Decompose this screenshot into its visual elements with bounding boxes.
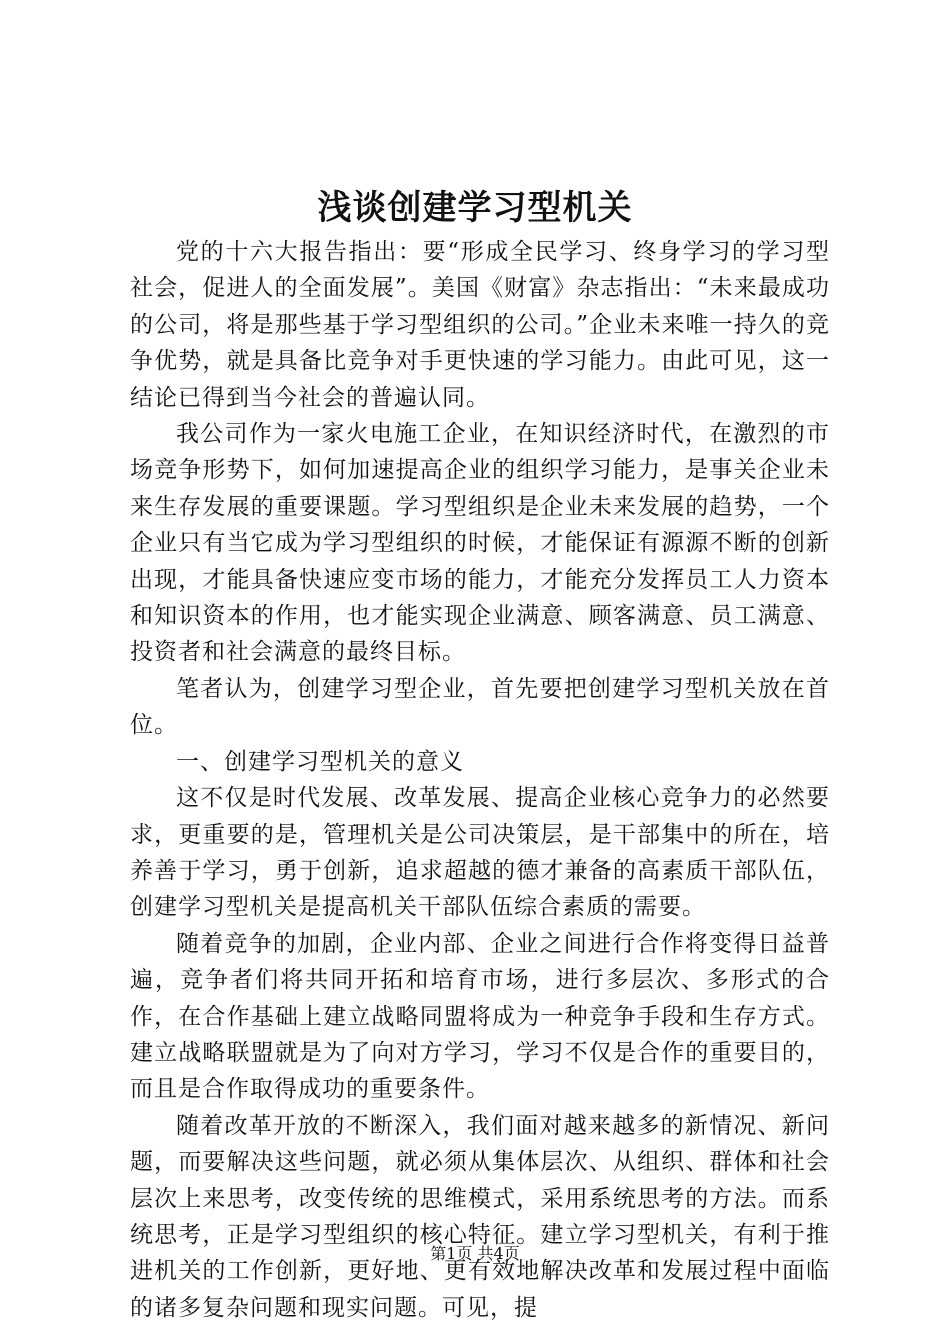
paragraph-significance: 这不仅是时代发展、改革发展、提高企业核心竞争力的必然要求，更重要的是，管理机关是公司决策层，是干部集中的所在，培养善于学习，勇于创新，追求超越的德才兼备的高素质干部队伍，创建学习型机关是提高机关干部队伍综合素质的需要。 (130, 785, 830, 921)
paragraph-company: 我公司作为一家火电施工企业，在知识经济时代，在激烈的市场竞争形势下，如何加速提高企业的组织学习能力，是事关企业未来生存发展的重要课题。学习型组织是企业未来发展的趋势，一个企业只有当它成为学习型组织的时候，才能保证有源源不断的创新出现，才能具备快速应变市场的能力，才能充分发挥员工人力资本和知识资本的作用，也才能实现企业满意、顾客满意、员工满意、投资者和社会满意的最终目标。 (130, 421, 830, 666)
section-heading-significance: 一、创建学习型机关的意义 (176, 748, 464, 775)
paragraph-reform: 随着改革开放的不断深入，我们面对越来越多的新情况、新问题，而要解决这些问题，就必须从集体层次、从组织、群体和社会层次上来思考，改变传统的思维模式，采用系统思考的方法。而系统思考，正是学习型组织的核心特征。建立学习型机关，有利于推进机关的工作创新，更好地、更有效地解决改革和发展过程中面临的诸多复杂问题和现实问题。可见，提 (130, 1112, 830, 1321)
document-title: 浅谈创建学习型机关 (317, 188, 633, 228)
paragraph-competition: 随着竞争的加剧，企业内部、企业之间进行合作将变得日益普遍，竞争者们将共同开拓和培育市场，进行多层次、多形式的合作，在合作基础上建立战略同盟将成为一种竞争手段和生存方式。建立战略联盟就是为了向对方学习，学习不仅是合作的重要目的，而且是合作取得成功的重要条件。 (130, 930, 830, 1103)
paragraph-intro: 党的十六大报告指出：要“形成全民学习、终身学习的学习型社会，促进人的全面发展”。美国《财富》杂志指出：“未来最成功的公司，将是那些基于学习型组织的公司。”企业未来唯一持久的竞争优势，就是具备比竞争对手更快速的学习能力。由此可见，这一结论已得到当今社会的普遍认同。 (130, 239, 830, 411)
document-body (130, 234, 830, 1326)
page-number-footer: 第1页 共4页 (430, 1244, 520, 1263)
paragraph-author-view: 笔者认为，创建学习型企业，首先要把创建学习型机关放在首位。 (130, 675, 830, 739)
